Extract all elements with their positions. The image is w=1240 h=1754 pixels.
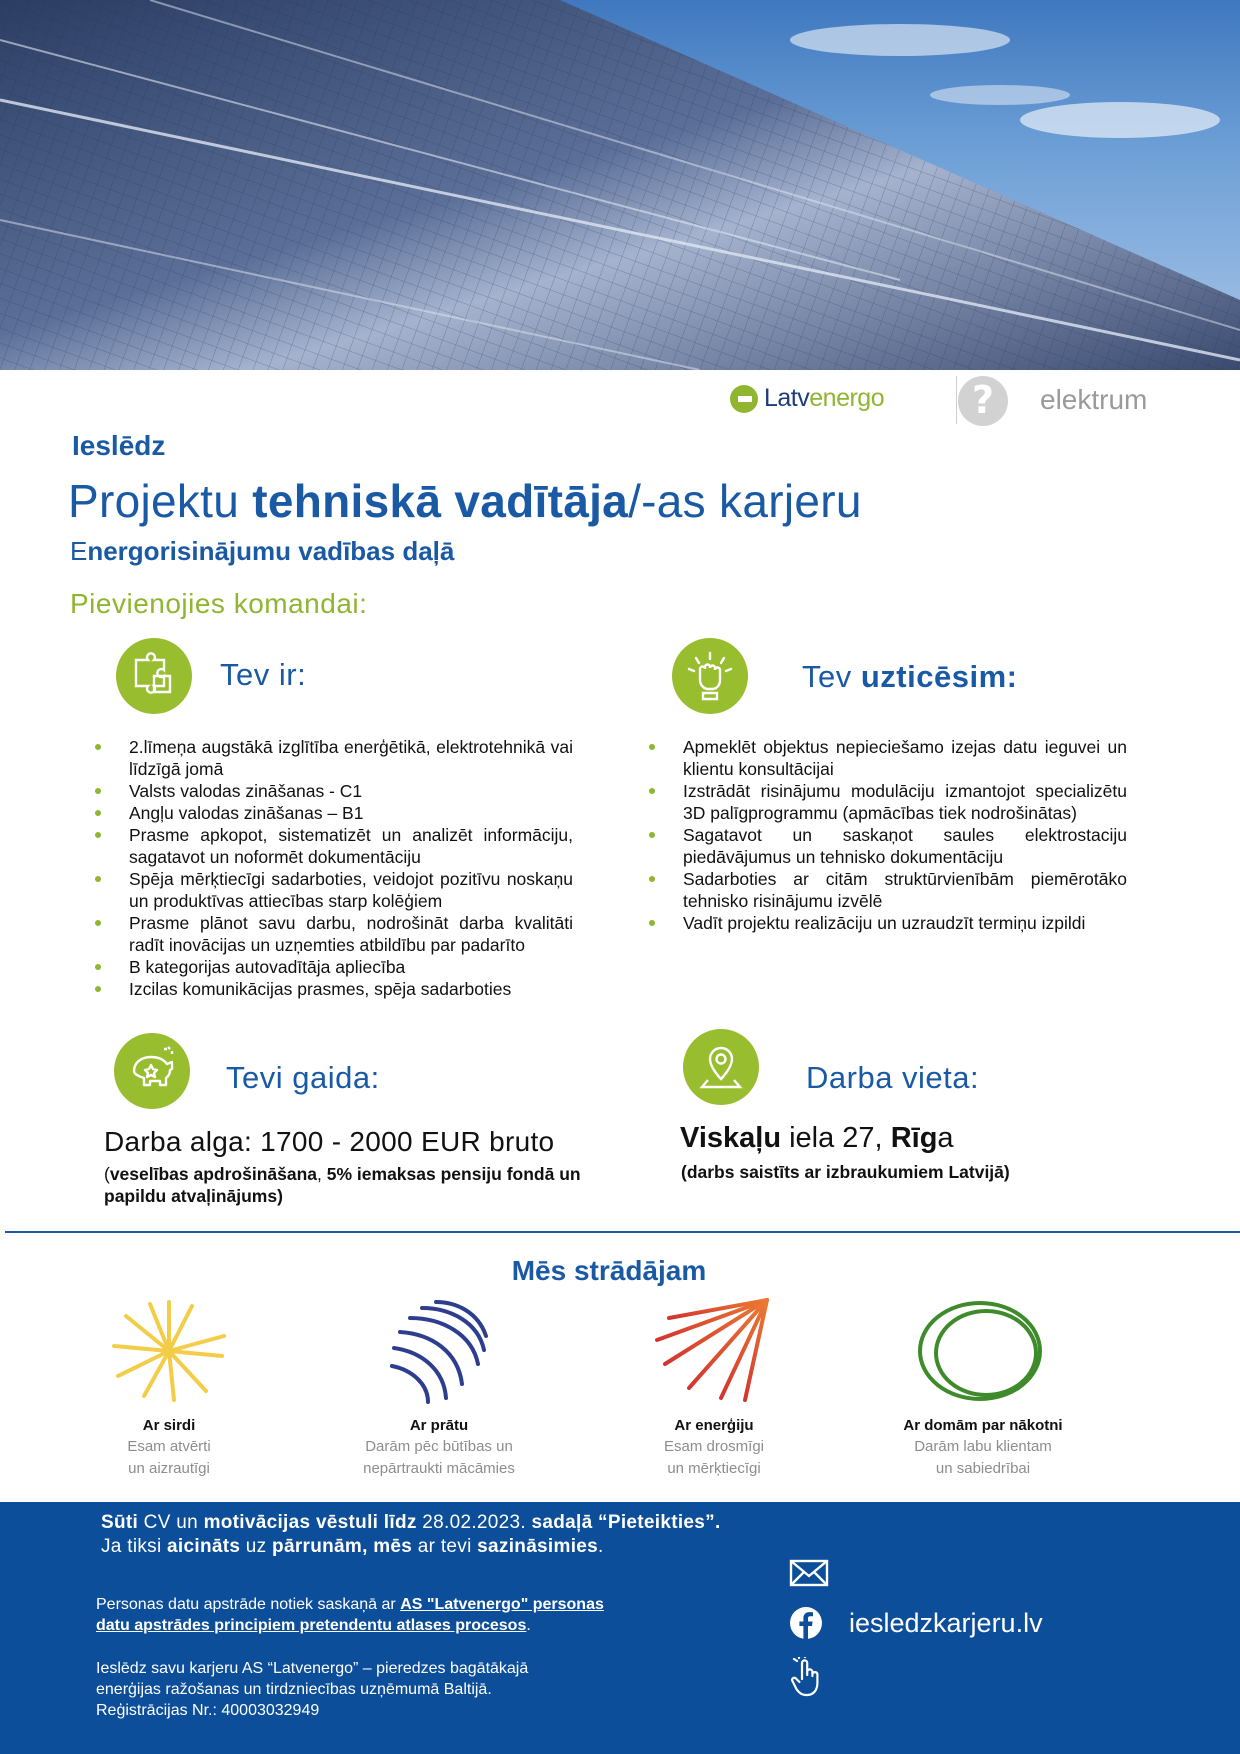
list-item: Valsts valodas zināšanas - C1 (92, 780, 573, 802)
value-title: Ar sirdi (142, 1417, 196, 1434)
location-pin-icon (683, 1029, 759, 1105)
street-rest: iela 27, (781, 1122, 891, 1154)
value-mind (319, 1296, 559, 1478)
subtitle-first: E (70, 536, 88, 566)
l2-e: ar tevi (412, 1536, 478, 1557)
workplace-title: Darba vieta: (806, 1060, 980, 1095)
have-list (92, 736, 573, 1000)
list-item: Prasme apkopot, sistematizēt un analizēt informāciju, sagatavot un noformēt dokumentāciju (92, 824, 573, 868)
note-open: ( (104, 1164, 110, 1184)
about-line: enerģijas ražošanas un tirdzniecības uzņēmumā Baltijā. (96, 1681, 492, 1698)
value-line: un mērķtiecīgi (667, 1460, 761, 1477)
list-item: Prasme plānot savu darbu, nodrošināt darba kvalitāti radīt inovācijas un uzņemties atbildību par padarīto (92, 912, 573, 956)
have-title: Tev ir: (220, 657, 307, 692)
value-line: nepārtraukti mācāmies (363, 1460, 515, 1477)
logo-bar (0, 376, 1240, 426)
pointer-hand-icon[interactable] (791, 1657, 821, 1704)
sunburst-icon (104, 1296, 234, 1406)
street-bold: Viskaļu (680, 1122, 782, 1154)
address (680, 1122, 954, 1155)
note-bold-1: veselības apdrošināšana (109, 1164, 318, 1184)
footer (0, 1502, 1240, 1754)
latvenergo-mark-icon (730, 385, 758, 413)
privacy-link-text-1: AS "Latvenergo" personas (400, 1596, 604, 1613)
privacy-post: . (526, 1617, 531, 1634)
company-about (96, 1658, 528, 1721)
list-item: Apmeklēt objektus nepieciešamo izejas datu ieguvei un klientu konsultācijai (646, 736, 1127, 780)
l2-f: sazināsimies (477, 1536, 599, 1557)
apply-line-2 (101, 1536, 604, 1558)
energy-rays-icon (649, 1296, 779, 1406)
l1-a: Sūti (101, 1512, 139, 1533)
benefits-note (104, 1163, 604, 1207)
elektrum-mark-icon (958, 376, 1008, 426)
list-item: B kategorijas autovadītāja apliecība (92, 956, 573, 978)
trust-title-pre: Tev (802, 659, 861, 694)
website-link[interactable]: iesledzkarjeru.lv (849, 1608, 1043, 1638)
values-title: Mēs strādājam (511, 1255, 707, 1286)
registration-number: Reģistrācijas Nr.: 40003032949 (96, 1702, 320, 1719)
value-line: Darām pēc būtības un (365, 1438, 513, 1455)
l2-b: aicināts (167, 1536, 241, 1557)
list-item: Izcilas komunikācijas prasmes, spēja sadarboties (92, 978, 573, 1000)
trust-title-bold: uzticēsim: (860, 659, 1018, 694)
kicker: Ieslēdz (72, 430, 166, 461)
list-item: Sagatavot un saskaņot saules elektrostaciju piedāvājumus un tehnisko dokumentāciju (646, 824, 1127, 868)
raised-fist-icon (672, 638, 748, 714)
waves-icon (374, 1296, 504, 1406)
page-title (68, 474, 862, 528)
section-divider (5, 1231, 1240, 1233)
title-bold: tehniskā vadītāja (252, 475, 629, 527)
value-title: Ar enerģiju (674, 1417, 754, 1434)
list-item: 2.līmeņa augstākā izglītība enerģētikā, elektrotehnikā vai līdzīgā jomā (92, 736, 573, 780)
title-pre: Projektu (68, 475, 253, 527)
logo-divider (956, 376, 957, 424)
value-line: Darām labu klientam (914, 1438, 1052, 1455)
latvenergo-text-b: energo (809, 384, 885, 412)
latvenergo-logo (730, 384, 884, 413)
offer-title: Tevi gaida: (226, 1060, 380, 1095)
city-rest: a (937, 1122, 954, 1154)
city-bold: Rīg (890, 1122, 938, 1154)
value-heart (49, 1296, 289, 1478)
value-line: un aizrautīgi (128, 1460, 210, 1477)
elektrum-logo-text: elektrum (1040, 384, 1148, 415)
about-line: Ieslēdz savu karjeru AS “Latvenergo” – pieredzes bagātākajā (96, 1660, 529, 1677)
value-title: Ar prātu (409, 1417, 469, 1434)
l2-d: pārrunām, mēs (272, 1536, 413, 1557)
value-title: Ar domām par nākotni (903, 1417, 1063, 1434)
title-post: /-as karjeru (628, 475, 862, 527)
salary: Darba alga: 1700 - 2000 EUR bruto (104, 1126, 555, 1157)
join-heading: Pievienojies komandai: (70, 588, 368, 619)
l2-g: . (598, 1536, 604, 1557)
list-item: Spēja mērķtiecīgi sadarboties, veidojot pozitīvu noskaņu un produktīvas attiecības starp kolēģiem (92, 868, 573, 912)
trust-list (646, 736, 1127, 934)
l1-d: 28.02.2023. (416, 1512, 532, 1533)
subtitle-rest: nergorisinājumu vadības daļā (87, 536, 455, 566)
value-line: Esam atvērti (127, 1438, 211, 1455)
value-future (863, 1296, 1103, 1478)
l1-e: sadaļā “Pieteikties”. (531, 1512, 721, 1533)
list-item: Izstrādāt risinājumu modulāciju izmantojot specializētu 3D palīgprogrammu (apmācības tiek nodrošinātas) (646, 780, 1127, 824)
l1-b: CV un (138, 1512, 204, 1533)
privacy-link-text-2: datu apstrādes principiem pretendentu atlases procesos (96, 1617, 527, 1634)
envelope-icon[interactable] (789, 1558, 829, 1593)
value-line: un sabiedrībai (935, 1460, 1031, 1477)
privacy-note (96, 1594, 604, 1636)
value-energy (594, 1296, 834, 1478)
l2-a: Ja tiksi (101, 1536, 168, 1557)
list-item: Sadarboties ar citām struktūrvienībām piemērotāko tehnisko risinājumu izvēlē (646, 868, 1127, 912)
apply-line-1 (101, 1512, 721, 1534)
department-subtitle (70, 536, 454, 567)
rings-icon (918, 1296, 1048, 1406)
puzzle-icon (116, 638, 192, 714)
trust-title (802, 659, 1017, 695)
note-bold-2: 5% iemaksas pensiju fondā un papildu atvaļinājums) (104, 1164, 581, 1206)
l2-c: uz (240, 1536, 273, 1557)
note-mid: , (317, 1164, 327, 1184)
hero-solar-image (0, 0, 1240, 370)
list-item: Vadīt projektu realizāciju un uzraudzīt termiņu izpildi (646, 912, 1127, 934)
travel-note: (darbs saistīts ar izbraukumiem Latvijā) (681, 1162, 1010, 1182)
l1-c: motivācijas vēstuli līdz (203, 1512, 417, 1533)
facebook-icon[interactable] (789, 1606, 823, 1645)
piggy-bank-icon (114, 1033, 190, 1109)
privacy-pre: Personas datu apstrāde notiek saskaņā ar (96, 1596, 401, 1613)
value-line: Esam drosmīgi (663, 1438, 765, 1455)
list-item: Angļu valodas zināšanas – B1 (92, 802, 573, 824)
latvenergo-text-a: Latv (764, 384, 810, 412)
